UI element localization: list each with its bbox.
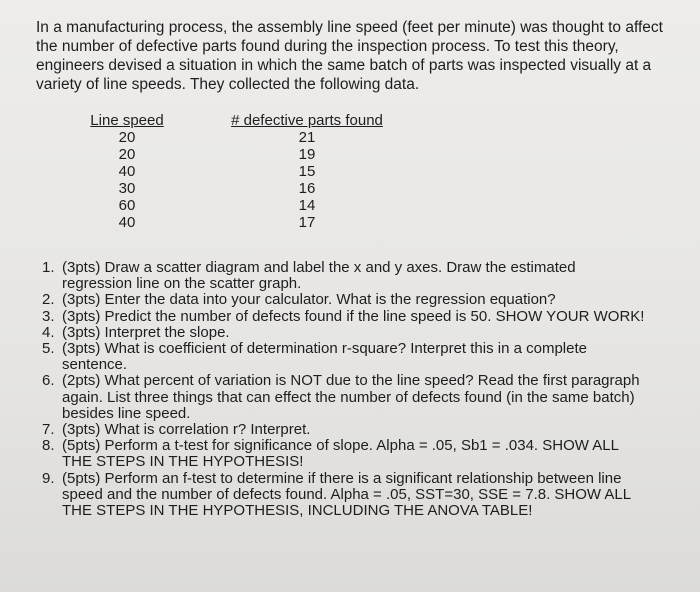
table-row <box>86 214 392 231</box>
question-number: 4. <box>42 323 55 341</box>
defective-parts-cell: 14 <box>298 197 316 214</box>
question-text: (3pts) Enter the data into your calculator. What is the regression equation? <box>62 291 556 309</box>
question-number: 1. <box>42 259 55 276</box>
question-item <box>42 260 647 292</box>
line-speed-cell: 20 <box>118 146 136 163</box>
question-item <box>42 373 647 422</box>
question-number: 6. <box>42 372 55 390</box>
question-item <box>42 309 647 325</box>
defective-parts-cell: 21 <box>298 129 316 146</box>
question-item <box>42 292 647 308</box>
question-item <box>42 471 647 520</box>
question-text: (3pts) Predict the number of defects found if the line speed is 50. SHOW YOUR WORK! <box>62 307 645 325</box>
line-speed-cell: 40 <box>118 214 136 231</box>
defective-parts-cell: 16 <box>298 180 316 197</box>
defective-parts-cell: 15 <box>298 163 316 180</box>
defective-parts-cell: 17 <box>298 214 316 231</box>
line-speed-cell: 20 <box>118 129 136 146</box>
question-text: (2pts) What percent of variation is NOT due to the line speed? Read the first paragraph again. List three things that can effect the number of defects found (in the same batch) besides line speed. <box>62 372 640 422</box>
question-text: (3pts) Interpret the slope. <box>62 323 230 341</box>
table-row <box>86 163 392 180</box>
question-text: (5pts) Perform a t-test for significance of slope. Alpha = .05, Sb1 = .034. SHOW ALL THE STEPS IN THE HYPOTHESIS! <box>62 437 619 471</box>
table-row <box>86 180 392 197</box>
line-speed-cell: 60 <box>118 197 136 214</box>
defective-parts-cell: 19 <box>298 146 316 163</box>
table-row <box>86 197 392 214</box>
question-number: 2. <box>42 291 55 309</box>
question-text: (3pts) What is coefficient of determination r-square? Interpret this in a complete sentence. <box>62 340 587 374</box>
question-number: 5. <box>42 340 55 358</box>
header-defective-parts: # defective parts found <box>231 112 383 129</box>
question-number: 9. <box>42 469 55 487</box>
header-line-speed: Line speed <box>90 112 164 129</box>
table-row <box>86 129 392 146</box>
question-item <box>42 325 647 341</box>
question-item <box>42 341 647 373</box>
table-row <box>86 146 392 163</box>
question-text: (3pts) Draw a scatter diagram and label the x and y axes. Draw the estimated regression line on the scatter graph. <box>62 259 576 293</box>
intro-paragraph: In a manufacturing process, the assembly line speed (feet per minute) was thought to affect the number of defective parts found during the inspection process. To test this theory, engineers devised a situation in which the same batch of parts was inspected visually at a variety of line speeds. They collected the following data. <box>36 19 663 93</box>
table-body <box>86 129 392 231</box>
question-item <box>42 422 647 438</box>
line-speed-cell: 30 <box>118 180 136 197</box>
question-number: 3. <box>42 307 55 325</box>
line-speed-cell: 40 <box>118 163 136 180</box>
question-number: 8. <box>42 437 55 455</box>
question-item <box>42 438 647 470</box>
table-header-row <box>86 112 392 129</box>
question-text: (3pts) What is correlation r? Interpret. <box>62 421 311 439</box>
question-number: 7. <box>42 421 55 439</box>
data-table <box>86 112 392 231</box>
question-text: (5pts) Perform an f-test to determine if there is a significant relationship between line speed and the number of defects found. Alpha = .05, SST=30, SSE = 7.8. SHOW ALL THE STEPS IN THE HYPOTHESIS, INCLUDING THE ANOVA TABLE! <box>62 469 631 520</box>
question-list <box>42 260 647 519</box>
